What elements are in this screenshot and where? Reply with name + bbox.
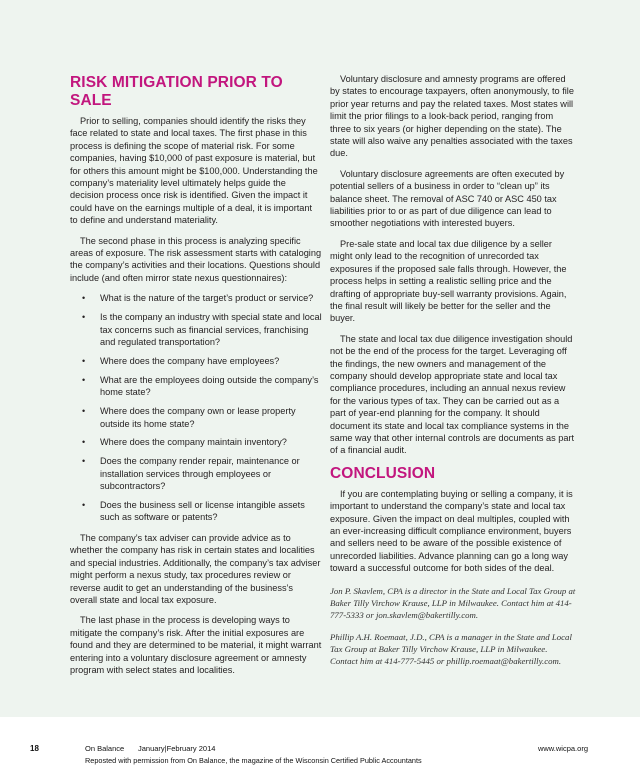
right-column: [330, 73, 576, 677]
list-item: • Does the company render repair, maintenance or installation services through employees or subcontractors?: [82, 456, 300, 492]
bullet-icon: •: [82, 500, 86, 511]
bullet-icon: •: [82, 456, 86, 467]
bullet-icon: •: [82, 406, 86, 417]
bullet-icon: •: [82, 374, 86, 385]
conclusion-heading: CONCLUSION: [330, 464, 436, 482]
issue-date: January|February 2014: [138, 744, 216, 753]
bullet-icon: •: [82, 355, 86, 366]
author-bio: Phillip A.H. Roemaat, J.D., CPA is a manager in the State and Local Tax Group at Baker Tilly Virchow Krause, LLP in Milwaukee. Contact him at 414-777-5445 or phillip.roemaat@bakertilly.com.: [330, 631, 572, 666]
paragraph: The company’s tax adviser can provide advice as to whether the company has risk in certain states and localities and special industries. Additionally, the company’s tax adviser might perform a nexus study, tax procedures review or reverse audit to get an understanding of the business’s overall state and local tax exposure.: [70, 532, 321, 605]
list-item: • Where does the company have employees?: [82, 355, 280, 366]
magazine-name: On Balance: [85, 744, 125, 753]
reprint-notice: Reposted with permission from On Balance, the magazine of the Wisconsin Certified Public Accountants: [85, 756, 422, 765]
paragraph: If you are contemplating buying or selling a company, it is important to understand the company’s state and local tax exposure. Given the impact on deal multiples, coupled with an ever-increasing difficult compliance environment, buyers and sellers need to be aware of the possible existence of unrecorded liabilities. Advance planning can go a long way toward a successful outcome for both sides of the deal.: [330, 488, 573, 574]
paragraph: Voluntary disclosure and amnesty programs are offered by states to encourage taxpayers, often anonymously, to file prior year returns and pay the related taxes. Most states will limit the prior filings to a look-back period, ranging from three to six years (or higher depending on the state). The state will also waive any penalties associated with the taxes due.: [330, 74, 574, 159]
paragraph: The state and local tax due diligence investigation should not be the end of the process for the target. Leveraging off the findings, the new owners and management of the company should develop appropriate state and local tax compliance procedures, including an annual nexus review for the various types of tax. They can be carried out as a part of year-end planning for the company. It should document its state and local tax compliance systems in the same way that other internal controls are documents as part of a financial audit.: [330, 333, 575, 456]
question-list: [70, 292, 322, 524]
paragraph: Prior to selling, companies should identify the risks they face related to state and local taxes. The first phase in this process is defining the scope of material risk. For some companies, having $10,000 of past exposure is material, but for others this amount might be $100,000. Understanding the company’s materiality level ultimately helps guide the decision process once risk is identified. Given the impact it could have on the earnings multiple of a deal, it is important to define and understand materiality.: [70, 116, 318, 226]
list-item: • What is the nature of the target’s product or service?: [82, 293, 314, 304]
page-footer: [0, 717, 640, 773]
bullet-icon: •: [82, 437, 86, 448]
website-link[interactable]: www.wicpa.org: [537, 744, 588, 753]
list-item: • Is the company an industry with special state and local tax concerns such as financial services, franchising and regulated transportation?: [82, 312, 322, 347]
paragraph: The last phase in the process is developing ways to mitigate the company’s risk. After the initial exposures are found and they are determined to be material, it might warrant entering into a voluntary disclosure agreement or amnesty program with select states and localities.: [70, 615, 322, 675]
bullet-icon: •: [82, 293, 86, 304]
risk-mitigation-heading: RISK MITIGATION PRIOR TO SALE: [70, 74, 283, 109]
list-item: • Where does the company maintain inventory?: [82, 437, 287, 448]
page-number: 18: [30, 744, 39, 753]
paragraph: Pre-sale state and local tax due diligence by a seller might only lead to the recognition of unrecorded tax exposures if the proposed sale falls through. However, the process helps in setting a realistic selling price and the drafting of appropriate buy-sell warranty provisions. Again, the final result will likely be better for the seller and the buyer.: [330, 238, 567, 324]
author-bio: Jon P. Skavlem, CPA is a director in the State and Local Tax Group at Baker Tilly Virchow Krause, LLP in Milwaukee. Contact him at 414-777-5333 or jon.skavlem@bakertilly.com.: [330, 585, 576, 620]
paragraph: The second phase in this process is analyzing specific areas of exposure. The risk assessment starts with cataloging the company’s activities and their locations. Questions should include (and often mirror state nexus questionnaires):: [70, 235, 322, 283]
list-item: • What are the employees doing outside the company’s home state?: [82, 374, 319, 398]
bullet-icon: •: [82, 312, 86, 323]
paragraph: Voluntary disclosure agreements are often executed by potential sellers of a business in order to “clean up” its balance sheet. The removal of ASC 740 or ASC 450 tax liabilities prior to or as part of due diligence can lead to smoother negotiations with interested buyers.: [330, 168, 565, 229]
left-column: [70, 74, 322, 684]
list-item: • Where does the company own or lease property outside its home state?: [82, 406, 296, 429]
list-item: • Does the business sell or license intangible assets such as software or patents?: [82, 500, 305, 523]
